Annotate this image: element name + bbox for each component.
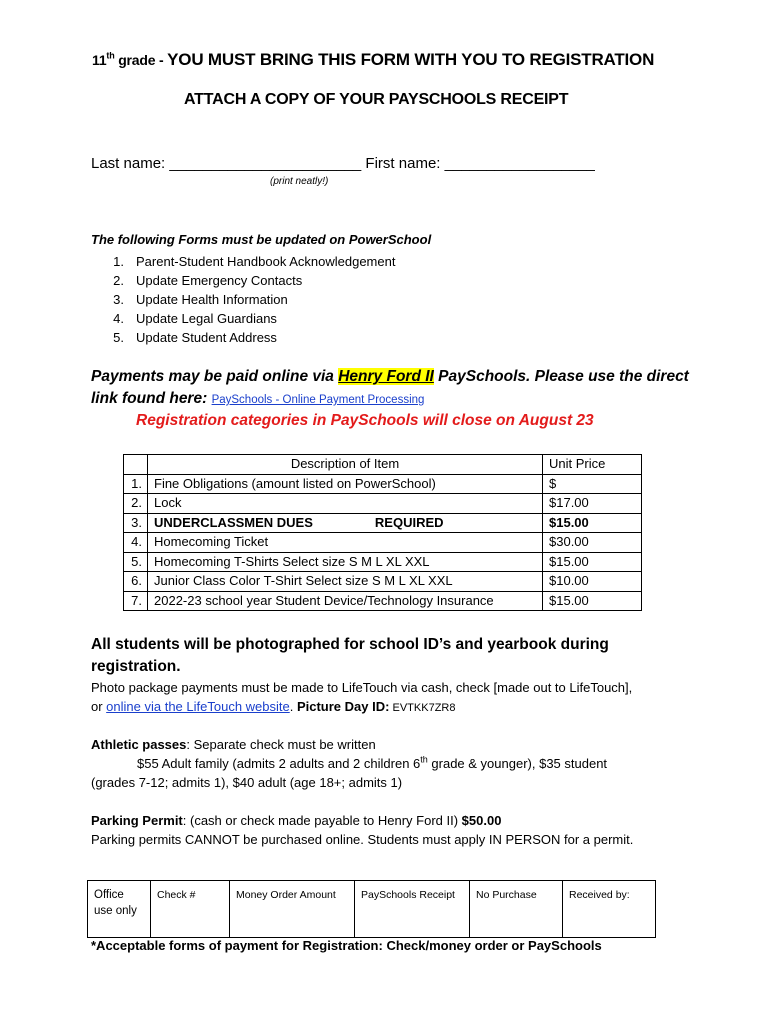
grade-superscript: th <box>106 50 115 61</box>
title-line-2: ATTACH A COPY OF YOUR PAYSCHOOLS RECEIPT <box>184 91 569 108</box>
parking-permit: Parking Permit: (cash or check made payable to Henry Ford II) $50.00 <box>91 813 502 828</box>
office-use-only-cell: Office use only <box>88 881 151 938</box>
first-name-label: First name: <box>361 155 445 172</box>
table-header-row <box>124 455 642 475</box>
table-row <box>88 881 656 938</box>
athletic-line-3: (grades 7-12; admits 1), $40 adult (age 18+; admits 1) <box>91 775 403 790</box>
photo-text-1: Photo package payments must be made to LifeTouch via cash, check [made out to LifeTouch], <box>91 680 633 695</box>
table-row: 5. Homecoming T-Shirts Select size S M L XL XXL $15.00 <box>124 552 642 572</box>
table-row: 7. 2022-23 school year Student Device/Technology Insurance $15.00 <box>124 591 642 611</box>
office-use-table <box>87 880 656 938</box>
table-row: 1. Fine Obligations (amount listed on PowerSchool) $ <box>124 474 642 494</box>
lifetouch-link[interactable]: online via the LifeTouch website <box>106 699 290 714</box>
table-row: 4. Homecoming Ticket $30.00 <box>124 533 642 553</box>
picture-day-id: EVTKK7ZR8 <box>389 702 456 714</box>
acceptable-payment-note: *Acceptable forms of payment for Registration: Check/money order or PaySchools <box>91 938 602 953</box>
payschools-receipt-cell: PaySchools Receipt <box>355 881 470 938</box>
athletic-passes: Athletic passes: Separate check must be written <box>91 737 376 752</box>
last-name-field[interactable]: _______________________ <box>169 155 362 172</box>
items-table <box>123 454 642 611</box>
henry-ford-highlight: Henry Ford II <box>338 368 434 385</box>
received-by-cell: Received by: <box>563 881 656 938</box>
registration-close-note: Registration categories in PaySchools will close on August 23 <box>136 412 594 429</box>
athletic-line-2: $55 Adult family (admits 2 adults and 2 children 6th grade & younger), $35 student <box>137 754 608 771</box>
payschools-link[interactable]: PaySchools - Online Payment Processing <box>211 394 425 406</box>
form-title <box>92 50 654 70</box>
photo-text-2: or online via the LifeTouch website. Picture Day ID: EVTKK7ZR8 <box>91 699 456 714</box>
name-fields <box>91 155 595 172</box>
description-header: Description of Item <box>148 455 543 475</box>
no-purchase-cell: No Purchase <box>470 881 563 938</box>
table-row: 2. Lock $17.00 <box>124 494 642 514</box>
registration-form-page: 11th grade - YOU MUST BRING THIS FORM WITH YOU TO REGISTRATION ATTACH A COPY OF YOUR PAYSCHOOLS RECEIPT Last name: _______________________ First name: __________________ (print neatly!) The following Forms must be updated on PowerSchool 1. Parent-Student Handbook Acknowledgement 2. Update Emergency Contacts 3. Update Health Information 4. Update Legal Guardians 5. Update Student Address Payments may be paid online via Henry Ford II PaySchools. Please use the direct link found here: PaySchools - Online Payment Processing Registration categories in PaySchools will close on August 23 Description of Item Unit Price 1. Fine Obligations (amount listed on PowerSchool) $ 2. Lock $17.00 3. UNDERCLASSMEN DUES REQUIRED $15.00 4. Homecoming Ticket $30.00 5. Homecoming T-Shirts Select size S M L XL XXL $15.00 6. Junior Class Color T-Shirt Select size S M L XL XXL $10.00 7. 2022-23 school year Student Device/Technology Insurance $15.00 All students will be photographed for school ID’s and yearbook during registration. Photo package payments must be made to LifeTouch via cash, check [made out to LifeTouch], or online via the LifeTouch website. Picture Day ID: EVTKK7ZR8 Athletic passes: Separate check must be written $55 Adult family (admits 2 adults and 2 children 6th grade & younger), $35 student (grades 7-12; admits 1), $40 adult (age 18+; admits 1) Parking Permit: (cash or check made payable to Henry Ford II) $50.00 Parking permits CANNOT be purchased online. Students must apply IN PERSON for a permit. Office use only Check # Money Order Amount PaySchools Receipt No Purchase Received by: *Acceptable forms of payment for Registration: Check/money order or PaySchools <box>0 0 770 1024</box>
title-line-1: YOU MUST BRING THIS FORM WITH YOU TO REGISTRATION <box>167 50 655 69</box>
picture-day-label: Picture Day ID: <box>296 699 390 714</box>
unit-price-header: Unit Price <box>543 455 642 475</box>
forms-heading: The following Forms must be updated on PowerSchool <box>91 232 432 247</box>
parking-line-2: Parking permits CANNOT be purchased online. Students must apply IN PERSON for a permit. <box>91 832 634 847</box>
photo-heading-2: registration. <box>91 658 181 675</box>
table-row: 6. Junior Class Color T-Shirt Select size S M L XL XXL $10.00 <box>124 572 642 592</box>
payments-line-2: link found here: PaySchools - Online Payment Processing <box>91 390 425 407</box>
photo-heading-1: All students will be photographed for school ID’s and yearbook during <box>91 636 609 653</box>
money-order-cell: Money Order Amount <box>230 881 355 938</box>
check-number-cell: Check # <box>151 881 230 938</box>
payments-line-1: Payments may be paid online via Henry Ford II PaySchools. Please use the direct <box>91 368 689 385</box>
last-name-label: Last name: <box>91 155 170 172</box>
grade-number: 11 <box>92 52 107 68</box>
grade-suffix: grade - <box>114 52 168 68</box>
print-neatly-note: (print neatly!) <box>270 176 329 187</box>
required-label: REQUIRED <box>374 514 444 530</box>
table-row: 3. UNDERCLASSMEN DUES REQUIRED $15.00 <box>124 513 642 533</box>
first-name-field[interactable]: __________________ <box>444 155 595 172</box>
